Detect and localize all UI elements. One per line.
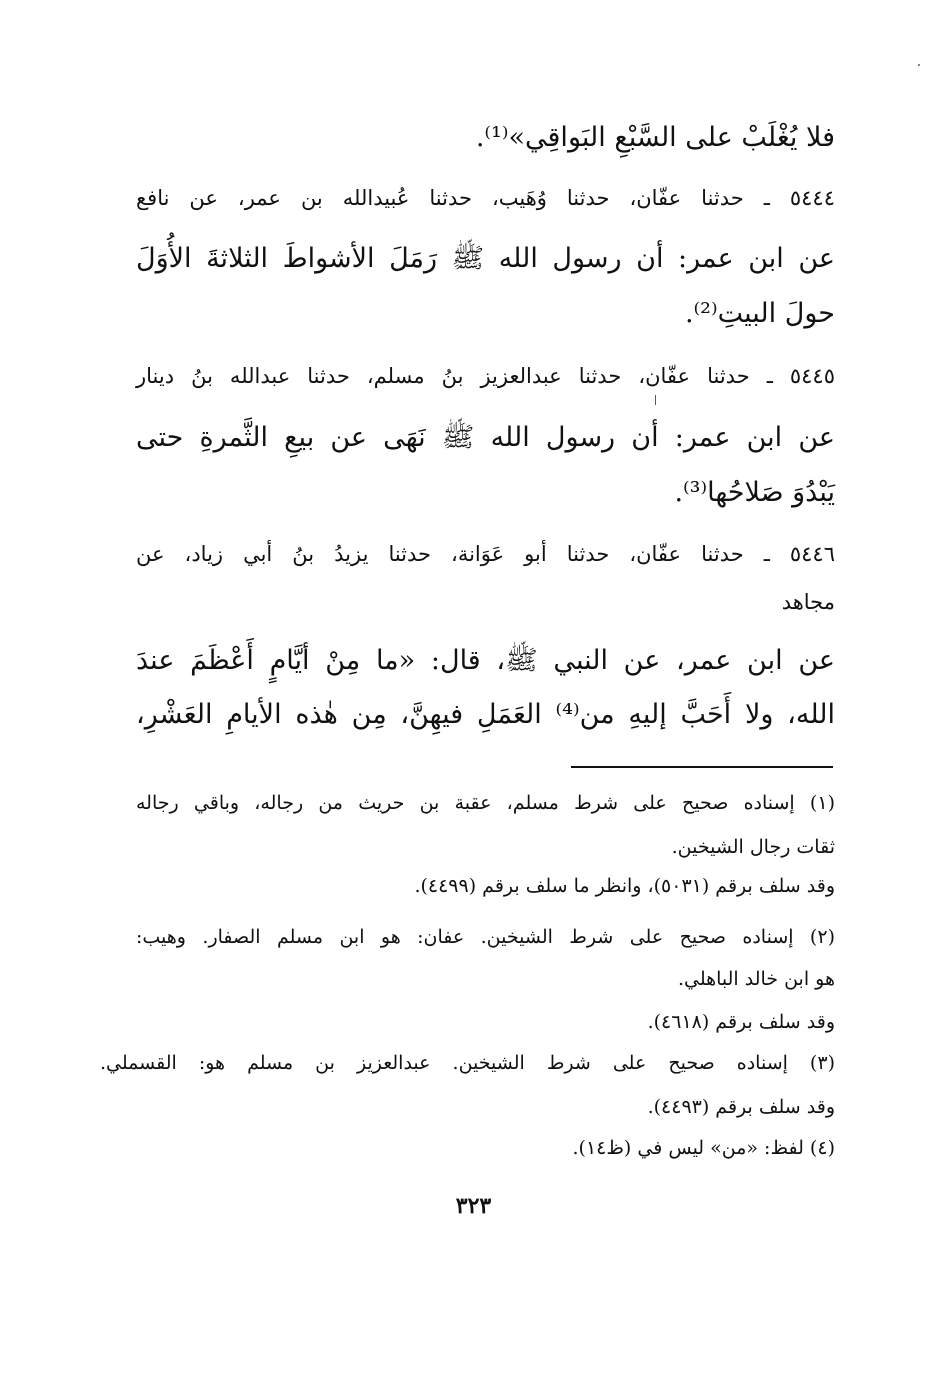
hadith-5444-text-end: حولَ البيتِ⁽²⁾. (684, 298, 835, 329)
page-number: ٣٢٣ (455, 1193, 492, 1219)
hadith-5446-chain: ٥٤٤٦ ـ حدثنا عفّان، حدثنا أبو عَوَانة، حدثنا يزيدُ بنُ أبي زياد، عن (136, 542, 835, 566)
scan-mark (655, 395, 656, 405)
footnote-3: (٣) إسناده صحيح على شرط الشيخين. عبدالعزيز بن مسلم هو: القسملي. (100, 1052, 835, 1074)
hadith-5444-text: عن ابن عمر: أن رسول الله ﷺ رَمَلَ الأشواطَ الثلاثةَ الأُوَلَ (136, 243, 835, 274)
footnote-4: (٤) لفظ: «من» ليس في (ظ١٤). (572, 1137, 835, 1159)
hadith-5445-text-end: يَبْدُوَ صَلاحُها⁽³⁾. (674, 477, 835, 508)
hadith-5445-text: عن ابن عمر: أن رسول الله ﷺ نَهَى عن بيعِ الثَّمرةِ حتى (136, 422, 835, 453)
footnote-2-cont: هو ابن خالد الباهلي. (677, 968, 835, 990)
hadith-5446-text-2: الله، ولا أَحَبَّ إليهِ من⁽⁴⁾ العَمَلِ فيهِنَّ، مِن هٰذه الأيامِ العَشْرِ، (136, 699, 835, 730)
footnote-1-cont: ثقات رجال الشيخين. (671, 836, 835, 858)
scan-speck (918, 64, 920, 66)
footnote-1: (١) إسناده صحيح على شرط مسلم، عقبة بن حريث من رجاله، وباقي رجاله (136, 792, 835, 814)
hadith-5445-chain: ٥٤٤٥ ـ حدثنا عفّان، حدثنا عبدالعزيز بنُ مسلم، حدثنا عبدالله بنُ دينار (136, 364, 835, 388)
hadith-5446-text: عن ابن عمر، عن النبي ﷺ، قال: «ما مِنْ أيَّامٍ أَعْظَمَ عندَ (136, 645, 835, 676)
hadith-5444-chain: ٥٤٤٤ ـ حدثنا عفّان، حدثنا وُهَيب، حدثنا عُبيدالله بن عمر، عن نافع (136, 186, 835, 210)
footnote-separator (571, 766, 833, 768)
footnote-2: (٢) إسناده صحيح على شرط الشيخين. عفان: هو ابن مسلم الصفار. وهيب: (136, 926, 835, 948)
footnote-3-ref: وقد سلف برقم (٤٤٩٣). (647, 1096, 835, 1118)
hadith-5446-chain-end: مجاهد (781, 590, 835, 614)
footnote-2-ref: وقد سلف برقم (٤٦١٨). (647, 1011, 835, 1033)
text-line-1: فلا يُغْلَبْ على السَّبْعِ البَواقِي»⁽¹⁾. (475, 122, 835, 153)
footnote-1-ref: وقد سلف برقم (٥٠٣١)، وانظر ما سلف برقم (٤٤٩٩). (414, 875, 835, 897)
